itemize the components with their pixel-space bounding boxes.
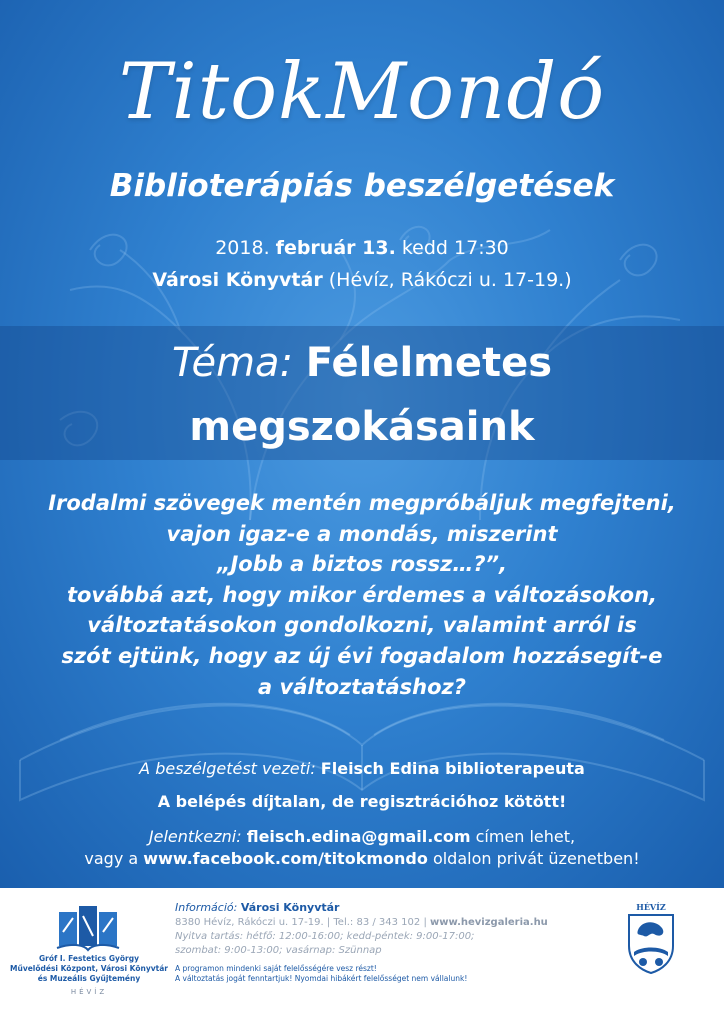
opening-hours-2: szombat: 9:00-13:00; vasárnap: Szünnap (175, 945, 382, 956)
event-venue (0, 266, 724, 294)
registration-label: Jelentkezni: (148, 827, 242, 846)
event-year: 2018. (215, 237, 270, 259)
event-day: február 13. (275, 237, 396, 259)
info-venue: Városi Könyvtár (240, 901, 340, 914)
topic-heading (0, 338, 724, 388)
organization-name-line: és Muzeális Gyűjtemény (37, 974, 141, 983)
topic-line-1: Félelmetes (305, 340, 553, 386)
disclaimer-line: A programon mindenki saját felelősségére vesz részt! (175, 964, 377, 973)
info-block: Információ: Városi Könyvtár 8380 Hévíz, Rákóczi u. 17-19. | Tel.: 83 / 343 102 | www.hevizgaleria.hu Nyitva tartás: hétfő: 12:00-16:00; kedd-péntek: 9:00-17:00; szombat: 9:00-13:00; vasárnap: Szünnap A programon mindenki saját felelősségére vesz részt! A változtatás jogát fenntartjuk! Nyomdai hibákért felelősséget nem vállalunk! (175, 900, 595, 984)
description-line: Irodalmi szövegek mentén megpróbáljuk megfejteni, (48, 491, 676, 515)
facebook-line (0, 848, 724, 870)
event-time: kedd 17:30 (401, 237, 509, 259)
host-label: A beszélgetést vezeti: (139, 759, 316, 778)
organization-town: HÉVÍZ (70, 988, 108, 996)
venue-name: Városi Könyvtár (152, 269, 323, 291)
footer-phone: Tel.: 83 / 343 102 (333, 917, 421, 928)
description-line: „Jobb a biztos rossz…?”, (216, 552, 508, 577)
library-logo-icon (55, 902, 121, 952)
organization-name-line: Művelődési Központ, Városi Könyvtár (10, 964, 168, 973)
event-date (0, 234, 724, 262)
disclaimer-line: A változtatás jogát fenntartjuk! Nyomdai hibákért felelősséget nem vállalunk! (175, 974, 468, 983)
poster-title: TitokMondó (118, 47, 606, 137)
facebook-link[interactable]: www.facebook.com/titokmondo (143, 849, 428, 868)
topic-label: Téma: (171, 340, 294, 386)
description (20, 488, 704, 702)
registration-line (0, 826, 724, 848)
description-line: változtatásokon gondolkozni, valamint arról is (87, 613, 637, 638)
crest-label: HÉVÍZ (636, 902, 666, 912)
description-line: szót ejtünk, hogy az új évi fogadalom hozzásegít-e (61, 643, 663, 668)
facebook-suffix: oldalon privát üzenetben! (432, 849, 640, 868)
registration-email-link[interactable]: fleisch.edina@gmail.com (246, 827, 471, 846)
disclaimer (175, 964, 595, 984)
host-line (0, 758, 724, 780)
footer (0, 888, 724, 1024)
footer-address: 8380 Hévíz, Rákóczi u. 17-19. (175, 917, 324, 928)
topic-line-2: megszokásaink (189, 404, 535, 450)
venue-address: (Hévíz, Rákóczi u. 17-19.) (328, 269, 572, 291)
footer-website-link[interactable]: www.hevizgaleria.hu (430, 917, 548, 928)
poster-subtitle: Biblioterápiás beszélgetések (109, 168, 615, 204)
host-name: Fleisch Edina biblioterapeuta (320, 759, 585, 778)
description-line: a változtatáshoz? (258, 674, 466, 699)
organization-name-line: Gróf I. Festetics György (38, 954, 139, 963)
heviz-coat-of-arms-icon (626, 912, 676, 974)
info-label: Információ: (175, 901, 238, 914)
facebook-prefix: vagy a (84, 849, 139, 868)
description-line: továbbá azt, hogy mikor érdemes a változásokon, (66, 582, 658, 607)
description-line: vajon igaz-e a mondás, miszerint (166, 521, 558, 546)
organization-name (8, 954, 170, 984)
registration-email-suffix: címen lehet, (475, 827, 576, 846)
opening-hours-1: Nyitva tartás: hétfő: 12:00-16:00; kedd-péntek: 9:00-17:00; (175, 931, 475, 942)
free-entry-notice: A belépés díjtalan, de regisztrációhoz kötött! (157, 792, 567, 811)
